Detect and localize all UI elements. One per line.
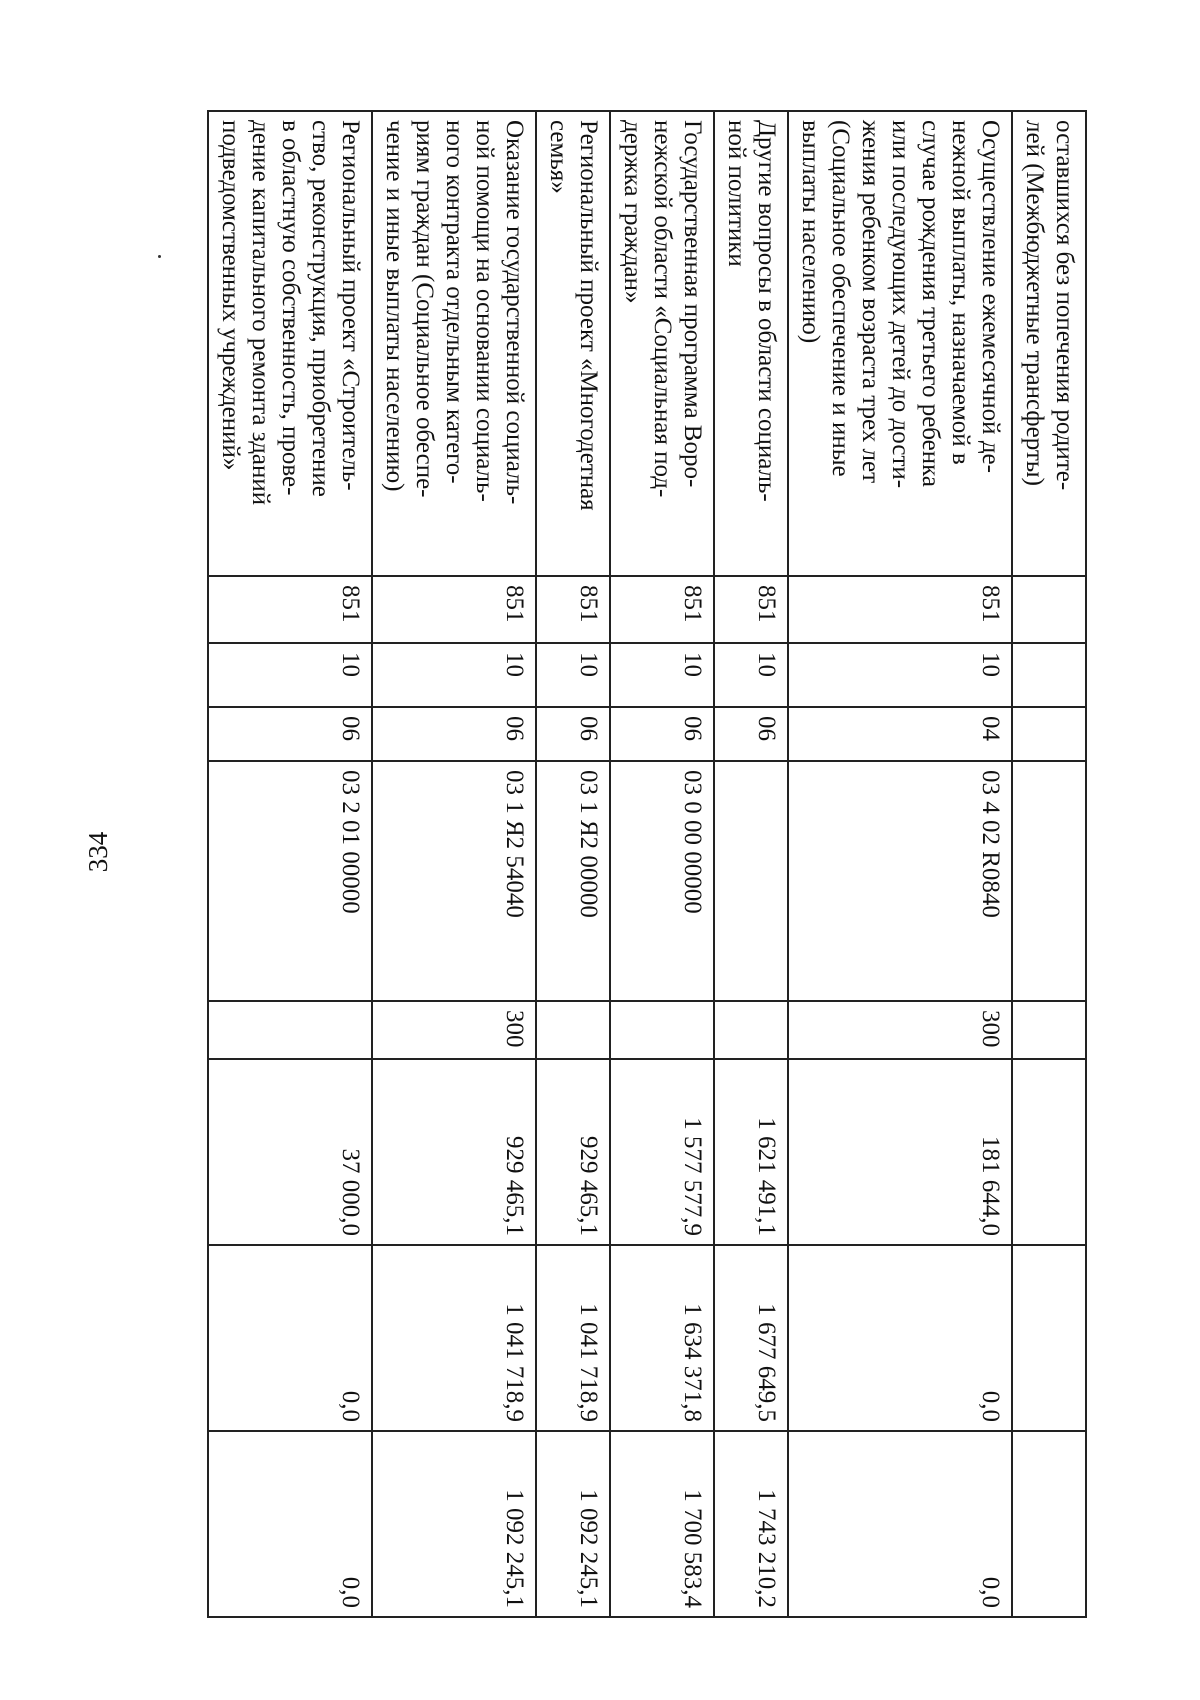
cell-ministry-code: 851 bbox=[536, 576, 610, 643]
cell-subsection-code: 06 bbox=[208, 707, 372, 761]
cell-amount-2: 1 041 718,9 bbox=[372, 1245, 536, 1431]
cell-amount-1: 181 644,0 bbox=[788, 1059, 1012, 1245]
cell-subsection-code: 06 bbox=[610, 707, 714, 761]
cell-target-article: 03 0 00 00000 bbox=[610, 761, 714, 1001]
cell-description: Другие вопросы в области социаль- ной политики bbox=[714, 111, 788, 576]
cell-amount-1: 1 577 577,9 bbox=[610, 1059, 714, 1245]
cell-subsection-code bbox=[1012, 707, 1086, 761]
cell-amount-3 bbox=[1012, 1431, 1086, 1617]
cell-expense-type: 300 bbox=[788, 1001, 1012, 1059]
cell-section-code: 10 bbox=[208, 643, 372, 707]
cell-expense-type: 300 bbox=[372, 1001, 536, 1059]
cell-description: Региональный проект «Многодетная семья» bbox=[536, 111, 610, 576]
cell-amount-3: 1 092 245,1 bbox=[372, 1431, 536, 1617]
table-row bbox=[788, 111, 1012, 1617]
cell-amount-2: 0,0 bbox=[208, 1245, 372, 1431]
cell-ministry-code: 851 bbox=[610, 576, 714, 643]
cell-section-code: 10 bbox=[714, 643, 788, 707]
cell-description: оставшихся без попечения родите- лей (Межбюджетные трансферты) bbox=[1012, 111, 1086, 576]
cell-section-code: 10 bbox=[372, 643, 536, 707]
cell-amount-3: 0,0 bbox=[208, 1431, 372, 1617]
cell-amount-1: 37 000,0 bbox=[208, 1059, 372, 1245]
cell-expense-type bbox=[714, 1001, 788, 1059]
cell-section-code: 10 bbox=[536, 643, 610, 707]
cell-amount-2: 0,0 bbox=[788, 1245, 1012, 1431]
cell-description: Государственная программа Воро- нежской области «Социальная под- держка граждан» bbox=[610, 111, 714, 576]
cell-description: Оказание государственной социаль- ной помощи на основании социаль- ного контракта отдельным катего- риям граждан (Социальное обеспе- чение и иные выплаты населению) bbox=[372, 111, 536, 576]
cell-amount-2: 1 634 371,8 bbox=[610, 1245, 714, 1431]
cell-amount-2: 1 677 649,5 bbox=[714, 1245, 788, 1431]
rotated-table-container bbox=[213, 110, 1087, 1616]
cell-amount-1 bbox=[1012, 1059, 1086, 1245]
cell-subsection-code: 06 bbox=[714, 707, 788, 761]
scan-speck bbox=[158, 255, 161, 258]
cell-ministry-code: 851 bbox=[208, 576, 372, 643]
cell-amount-3: 1 743 210,2 bbox=[714, 1431, 788, 1617]
table-row bbox=[714, 111, 788, 1617]
table-row bbox=[536, 111, 610, 1617]
cell-expense-type bbox=[208, 1001, 372, 1059]
cell-amount-3: 1 092 245,1 bbox=[536, 1431, 610, 1617]
cell-target-article bbox=[714, 761, 788, 1001]
cell-ministry-code: 851 bbox=[372, 576, 536, 643]
cell-amount-2: 1 041 718,9 bbox=[536, 1245, 610, 1431]
budget-table-body bbox=[208, 111, 1086, 1617]
cell-description: Региональный проект «Строитель- ство, реконструкция, приобретение в областную собственность, прове- дение капитального ремонта зданий подведомственных учреждений» bbox=[208, 111, 372, 576]
table-row bbox=[610, 111, 714, 1617]
cell-ministry-code bbox=[1012, 576, 1086, 643]
cell-subsection-code: 06 bbox=[536, 707, 610, 761]
cell-subsection-code: 06 bbox=[372, 707, 536, 761]
cell-amount-2 bbox=[1012, 1245, 1086, 1431]
cell-subsection-code: 04 bbox=[788, 707, 1012, 761]
cell-expense-type bbox=[610, 1001, 714, 1059]
cell-amount-3: 0,0 bbox=[788, 1431, 1012, 1617]
cell-target-article: 03 2 01 00000 bbox=[208, 761, 372, 1001]
cell-target-article: 03 1 Я2 54040 bbox=[372, 761, 536, 1001]
cell-amount-1: 929 465,1 bbox=[372, 1059, 536, 1245]
cell-amount-1: 1 621 491,1 bbox=[714, 1059, 788, 1245]
budget-table bbox=[207, 110, 1087, 1618]
cell-ministry-code: 851 bbox=[714, 576, 788, 643]
cell-target-article: 03 4 02 R0840 bbox=[788, 761, 1012, 1001]
cell-expense-type bbox=[536, 1001, 610, 1059]
page-number: 334 bbox=[82, 831, 113, 873]
cell-section-code bbox=[1012, 643, 1086, 707]
cell-target-article bbox=[1012, 761, 1086, 1001]
cell-description: Осуществление ежемесячной де- нежной выплаты, назначаемой в случае рождения третьего ребенка или последующих детей до дости- жения ребенком возраста трех лет (Социальное обеспечение и иные выплаты населению) bbox=[788, 111, 1012, 576]
cell-section-code: 10 bbox=[788, 643, 1012, 707]
cell-amount-1: 929 465,1 bbox=[536, 1059, 610, 1245]
table-row bbox=[1012, 111, 1086, 1617]
cell-expense-type bbox=[1012, 1001, 1086, 1059]
table-row bbox=[208, 111, 372, 1617]
cell-target-article: 03 1 Я2 00000 bbox=[536, 761, 610, 1001]
table-row bbox=[372, 111, 536, 1617]
cell-amount-3: 1 700 583,4 bbox=[610, 1431, 714, 1617]
cell-section-code: 10 bbox=[610, 643, 714, 707]
cell-ministry-code: 851 bbox=[788, 576, 1012, 643]
